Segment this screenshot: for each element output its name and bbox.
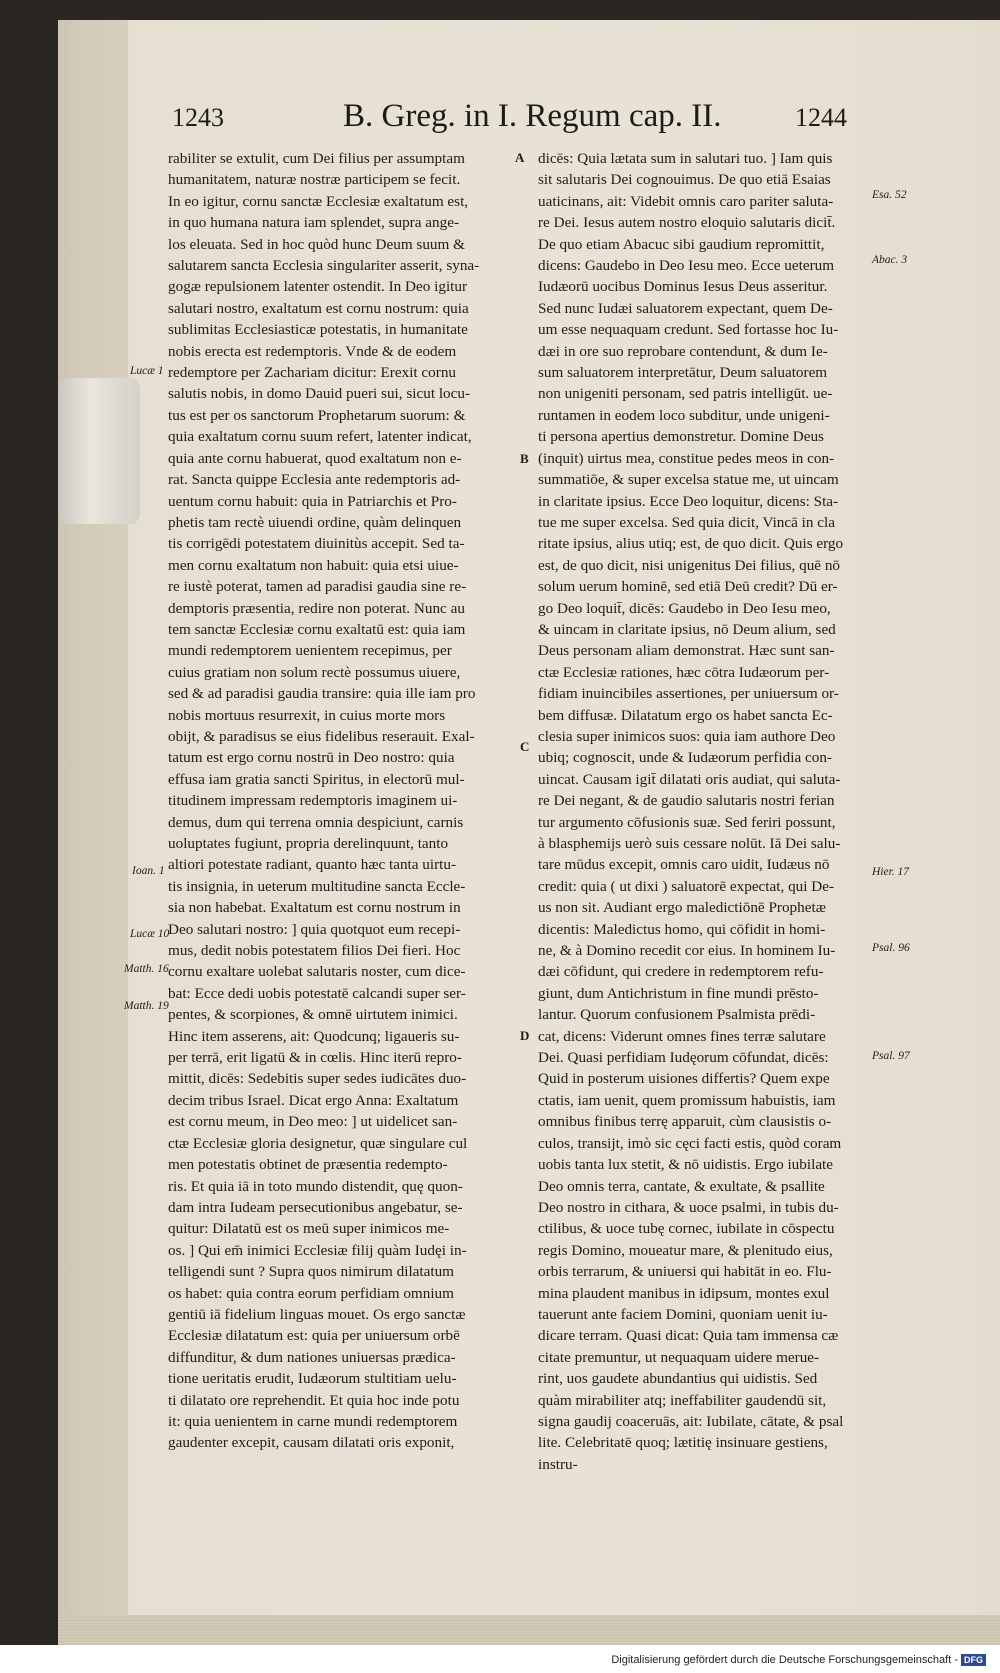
page-number-left: 1243 xyxy=(172,103,224,132)
text-line: per terrā, erit ligatū & in cœlis. Hinc iterū repro- xyxy=(168,1049,462,1067)
text-line: dicēs: Quia lætata sum in salutari tuo. ] Iam quis xyxy=(538,150,833,167)
text-line: culos, transijt, imò sic cęci facti estis, quòd coram xyxy=(538,1134,842,1152)
text-line: rint, uos gaudete abundantius qui uidistis. Sed xyxy=(538,1370,818,1388)
text-line: sublimitas Ecclesiasticæ potestatis, in humanitate xyxy=(168,321,468,339)
text-line: tue me super excelsa. Sed quia dicit, Vincā in cla xyxy=(538,513,835,531)
text-line: signa gaudij coaceruās, ait: Iubilate, cātate, & psal xyxy=(538,1412,844,1430)
text-line: gaudenter excepit, causam dilatati oris exponit, xyxy=(168,1434,455,1452)
text-line: cat, dicens: Viderunt omnes fines terræ salutare xyxy=(538,1027,826,1045)
text-line: tus est per os sanctorum Prophetarum suorum: & xyxy=(168,406,466,424)
funding-footer xyxy=(611,1654,986,1666)
text-line: uoluptates fugiunt, propria derelinquunt, tanto xyxy=(168,835,449,852)
text-line: effusa iam gratia sancti Spiritus, in electorū mul- xyxy=(168,770,465,788)
text-line: est cornu meum, in Deo meo: ] ut uidelicet san- xyxy=(168,1113,458,1131)
text-line: ubiq; cognoscit, unde & Iudæorum perfidia con- xyxy=(538,749,832,767)
text-line: gogæ repulsionem latenter ostendit. In Deo igitur xyxy=(168,278,468,296)
text-line: clesia super inimicos suos: quia iam authore Deo xyxy=(538,727,836,745)
text-line: mus, dedit nobis potestatem filios Dei fieri. Hoc xyxy=(168,942,461,960)
margin-note-right: Abac. 3 xyxy=(872,254,908,266)
text-line: salutarem sancta Ecclesia singulariter asserit, syna- xyxy=(168,257,480,275)
text-line: rabiliter se extulit, cum Dei filius per assumptam xyxy=(168,150,465,167)
text-line: tem sanctæ Ecclesiæ cornu exaltatū est: quia iam xyxy=(168,620,466,638)
margin-note-right: Psal. 96 xyxy=(872,942,910,954)
text-line: non unigeniti personam, sed patris intelligūt. ue- xyxy=(538,385,833,403)
margin-note-left: Lucæ 10 xyxy=(130,928,170,940)
text-line: Iudæorū uocibus Dominus Iesus Deus asseritur. xyxy=(538,278,828,296)
text-line: us non sit. Audiant ergo maledictiōnē Prophetæ xyxy=(538,899,826,917)
text-line: tare mūdus excepit, omnis caro uidit, Iudæus nō xyxy=(538,856,830,874)
text-line: ris. Et quia iā in toto mundo distendit, quę quon- xyxy=(168,1177,463,1195)
text-line: obijt, & paradisus se eius fidelibus reserauit. Exal- xyxy=(168,727,475,745)
text-line: Ecclesiæ dilatatum est: quia per uniuersum orbē xyxy=(168,1327,460,1345)
text-line: re iustè poterat, tamen ad paradisi gaudia sine re- xyxy=(168,578,467,596)
text-line: uaticinans, ait: Videbit omnis caro pariter saluta- xyxy=(538,192,834,210)
text-line: decim tribus Israel. Dicat ergo Anna: Exaltatum xyxy=(168,1091,459,1109)
text-line: los eleuata. Sed in hoc quòd hunc Deum suum & xyxy=(168,235,465,253)
text-line: go Deo loquit̄, dicēs: Gaudebo in Deo Iesu meo, xyxy=(538,599,831,617)
page-edge-stack xyxy=(58,20,128,1645)
text-line: lite. Celebritatē quoq; lætitię insinuare gestiens, xyxy=(538,1434,828,1452)
text-line: re Dei negant, & de gaudio salutaris nostri ferian xyxy=(538,792,835,810)
text-line: dicentis: Maledictus homo, qui cōfidit in homi- xyxy=(538,920,826,938)
text-line: summatiōe, & super excelsa statue me, ut uincam xyxy=(538,471,839,489)
text-line: giunt, dum Antichristum in fine mundi prēsto- xyxy=(538,984,819,1002)
text-line: instru- xyxy=(538,1455,578,1473)
text-line: regis Domino, moueatur mare, & plenitudo eius, xyxy=(538,1241,833,1259)
margin-note-left: Matth. 16 xyxy=(124,963,169,975)
text-line: diffunditur, & dum nationes uniuersas prædica- xyxy=(168,1348,456,1366)
text-line: cuius gratiam non solum rectè possumus uiuere, xyxy=(168,663,461,681)
text-line: dicens: Gaudebo in Deo Iesu meo. Ecce ueterum xyxy=(538,257,835,275)
text-line: est, de quo dicit, nisi unigenitus Dei filius, quē nō xyxy=(538,556,841,574)
text-line: fidiam inuincibiles assertiones, per uniuersum or- xyxy=(538,685,839,703)
text-line: Hinc item asserens, ait: Quodcunq; ligaueris su- xyxy=(168,1027,460,1045)
text-line: cornu exaltare uolebat salutaris noster, cum dice- xyxy=(168,963,466,981)
text-line: (inquit) uirtus mea, constitue pedes meos in con- xyxy=(538,449,835,467)
text-line: Deo nostro in cithara, & uoce psalmi, in tubis du- xyxy=(538,1198,839,1216)
text-line: nobis mortuus resurrexit, in cuius morte mors xyxy=(168,706,446,724)
section-letter-d: D xyxy=(520,1028,530,1043)
text-line: mundi redemptorem uenientem recepimus, per xyxy=(168,642,452,660)
text-column-right xyxy=(538,148,868,1475)
text-line: demptoris præsentia, redire non poterat. Nunc au xyxy=(168,599,465,617)
text-line: bat: Ecce dedi uobis potestatē calcandi super ser- xyxy=(168,984,466,1002)
text-line: dæi cōfidunt, qui credere in redemptorem refu- xyxy=(538,963,824,981)
text-line: humanitatem, naturæ nostræ participem se fecit. xyxy=(168,171,461,189)
text-line: quitur: Dilatatū est os meū super inimicos me- xyxy=(168,1220,450,1238)
text-line: In eo igitur, cornu sanctæ Ecclesiæ exaltatum est, xyxy=(168,192,469,210)
text-line: dam intra Iudeam persecutionibus angebatur, se- xyxy=(168,1198,463,1216)
text-line: Deus personam aliam demonstrat. Hæc sunt san- xyxy=(538,642,835,660)
text-line: quia exaltatum cornu suum refert, latenter indicat, xyxy=(168,428,472,446)
text-line: sum saluatorem interpretātur, Deum saluatorem xyxy=(538,364,828,382)
text-line: sit salutaris Dei cognouimus. De quo etiā Esaias xyxy=(538,171,831,189)
text-line: os habet: quia contra eorum perfidiam omnium xyxy=(168,1284,454,1302)
text-line: tatum est ergo cornu nostrū in Deo nostro: quia xyxy=(168,749,455,767)
text-line: ritate ipsius, alius utiq; est, de quo dicit. Quis ergo xyxy=(538,535,844,553)
text-line: tis corrigēdi potestatem diuinitùs accepit. Sed ta- xyxy=(168,535,465,553)
text-line: rat. Sancta quippe Ecclesia ante redemptoris ad- xyxy=(168,471,461,489)
text-line: sia non habebat. Exaltatum est cornu nostrum in xyxy=(168,899,461,917)
text-line: nobis erecta est redemptoris. Vnde & de eodem xyxy=(168,342,457,360)
book-clip xyxy=(58,378,140,524)
margin-note-left: Lucæ 1 xyxy=(130,365,164,377)
text-line: redemptore per Zachariam dicitur: Erexit cornu xyxy=(168,364,457,382)
text-line: lantur. Quorum confusionem Psalmista prēdi- xyxy=(538,1006,816,1024)
text-line: mittit, dicēs: Sedebitis super sedes iudicātes duo- xyxy=(168,1070,467,1088)
text-line: um esse nequaquam credunt. Sed fortasse hoc Iu- xyxy=(538,321,839,339)
text-line: citate premuntur, ut nequaquam uidere merue- xyxy=(538,1348,820,1366)
dfg-logo: DFG xyxy=(961,1654,986,1666)
text-line: ne, & à Domino recedit cor eius. In hominem Iu- xyxy=(538,942,836,960)
text-line: tauerunt ante faciem Domini, quoniam uenit iu- xyxy=(538,1305,828,1323)
text-line: re Dei. Iesus autem nostro eloquio salutaris dicit̄. xyxy=(538,214,836,232)
text-line: & uincam in claritate ipsius, nō Deum alium, sed xyxy=(538,620,836,638)
text-line: gentiū iā fidelium linguas mouet. Os ergo sanctæ xyxy=(168,1305,466,1323)
text-line: demus, dum qui terrena omnia despiciunt, carnis xyxy=(168,813,464,831)
text-line: uobis tanta lux stetit, & nō uidistis. Ergo iubilate xyxy=(538,1156,834,1174)
text-line: salutis nobis, in domo Dauid pueri sui, sicut locu- xyxy=(168,385,471,403)
text-line: Deo omnis terra, cantate, & exultate, & psallite xyxy=(538,1177,825,1195)
text-line: à blasphemijs uerò suis cessare nolūt. Iā Dei salu- xyxy=(538,835,841,852)
text-line: dæi in ore suo reprobare contendunt, & dum Ie- xyxy=(538,342,828,360)
footer-text: Digitalisierung gefördert durch die Deutsche Forschungsgemeinschaft - xyxy=(611,1654,958,1666)
text-line: Dei. Quasi perfidiam Iudęorum cōfundat, dicēs: xyxy=(538,1049,829,1067)
text-line: quia ante cornu habuerat, quod exaltatum non e- xyxy=(168,449,462,467)
text-line: De quo etiam Abacuc sibi gaudium repromittit, xyxy=(538,235,825,253)
text-line: ctilibus, & uoce tubę cornec, iubilate in cōspectu xyxy=(538,1220,835,1238)
running-title: B. Greg. in I. Regum cap. II. xyxy=(343,98,722,134)
section-letter-c: C xyxy=(520,739,530,754)
text-line: tur argumento cōfusionis suæ. Sed feriri possunt, xyxy=(538,813,836,831)
text-line: Deo salutari nostro: ] quia quotquot eum recepi- xyxy=(168,920,461,938)
text-line: os. ] Qui em̄ inimici Ecclesiæ filij quàm Iudęi in- xyxy=(168,1241,467,1259)
text-line: runtamen in eodem loco subditur, unde unigeni- xyxy=(538,406,830,424)
text-line: sed & ad paradisi gaudia transire: quia ille iam pro xyxy=(168,685,476,703)
margin-note-right: Psal. 97 xyxy=(872,1050,910,1062)
text-line: in claritate ipsius. Ecce Deo loquitur, dicens: Sta- xyxy=(538,492,839,510)
margin-note-right: Hier. 17 xyxy=(872,866,910,878)
text-line: ti dilatato ore reprehendit. Et quia hoc inde potu xyxy=(168,1391,460,1409)
text-line: phetis tam rectè uiuendi ordine, quàm delinquen xyxy=(168,513,462,531)
text-line: ctæ Ecclesiæ rationes, hæc cōtra Iudæorum per- xyxy=(538,663,830,681)
text-line: uentum cornu habuit: quia in Patriarchis et Pro- xyxy=(168,492,457,510)
text-line: titudinem impressam redemptoris imaginem ui- xyxy=(168,792,458,810)
text-line: ctæ Ecclesiæ gloria designetur, quæ singulare cul xyxy=(168,1134,468,1152)
margin-note-left: Matth. 19 xyxy=(124,1000,169,1012)
text-line: pentes, & scorpiones, & omnē uirtutem inimici. xyxy=(168,1006,458,1024)
text-line: tis insignia, in ueterum multitudine sancta Eccle- xyxy=(168,877,466,895)
text-line: Quid in posterum uisiones differtis? Quem expe xyxy=(538,1070,830,1088)
text-line: bem diffusæ. Dilatatum ergo os habet sancta Ec- xyxy=(538,706,833,724)
page-number-right: 1244 xyxy=(795,103,847,132)
margin-note-left: Ioan. 1 xyxy=(132,865,165,877)
text-line: uincat. Causam igit̄ dilatati oris audiat, qui saluta- xyxy=(538,770,841,788)
text-line: quàm mirabiliter atq; ineffabiliter gaudendū sit, xyxy=(538,1391,827,1409)
text-line: orbis terrarum, & uniuersi qui habitāt in eo. Flu- xyxy=(538,1263,832,1281)
text-line: it: quia uenientem in carne mundi redemptorem xyxy=(168,1412,458,1430)
section-letter-b: B xyxy=(520,451,529,466)
margin-note-right: Esa. 52 xyxy=(872,189,907,201)
text-line: telligendi sunt ? Supra quos nimirum dilatatum xyxy=(168,1263,454,1281)
text-line: men cornu exaltatum non habuit: quia etsi uiue- xyxy=(168,556,459,574)
text-line: men potestatis obtinet de præsentia redempto- xyxy=(168,1156,448,1174)
text-line: omnibus finibus terrę apparuit, cùm clausistis o- xyxy=(538,1113,832,1131)
section-letter-a: A xyxy=(515,150,525,165)
text-line: mina plaudent manibus in idipsum, montes exul xyxy=(538,1284,830,1302)
text-line: Sed nunc Iudæi saluatorem expectant, quem De- xyxy=(538,299,833,317)
text-line: ctatis, iam uenit, quem promissum habuistis, iam xyxy=(538,1091,836,1109)
page-bottom-stack xyxy=(58,1615,1000,1645)
text-line: dicare terram. Quasi dicat: Quia tam immensa cæ xyxy=(538,1327,839,1345)
text-line: tione ueritatis erudit, Iudæorum stultitiam uelu- xyxy=(168,1370,457,1388)
text-line: in quo humana natura iam splendet, supra ange- xyxy=(168,214,460,232)
text-line: solum uerum hominē, sed etiā Deū credit? Dū er- xyxy=(538,578,838,596)
text-line: ti persona apertius demonstretur. Domine Deus xyxy=(538,428,824,446)
text-line: salutari nostro, exaltatum est cornu nostrum: quia xyxy=(168,299,469,317)
text-line: credit: quia ( ut dixi ) saluatorē expectat, qui De- xyxy=(538,877,835,895)
text-line: altiori potestate radiant, quanto hæc tanta uirtu- xyxy=(168,856,457,874)
text-column-left xyxy=(168,148,512,1454)
